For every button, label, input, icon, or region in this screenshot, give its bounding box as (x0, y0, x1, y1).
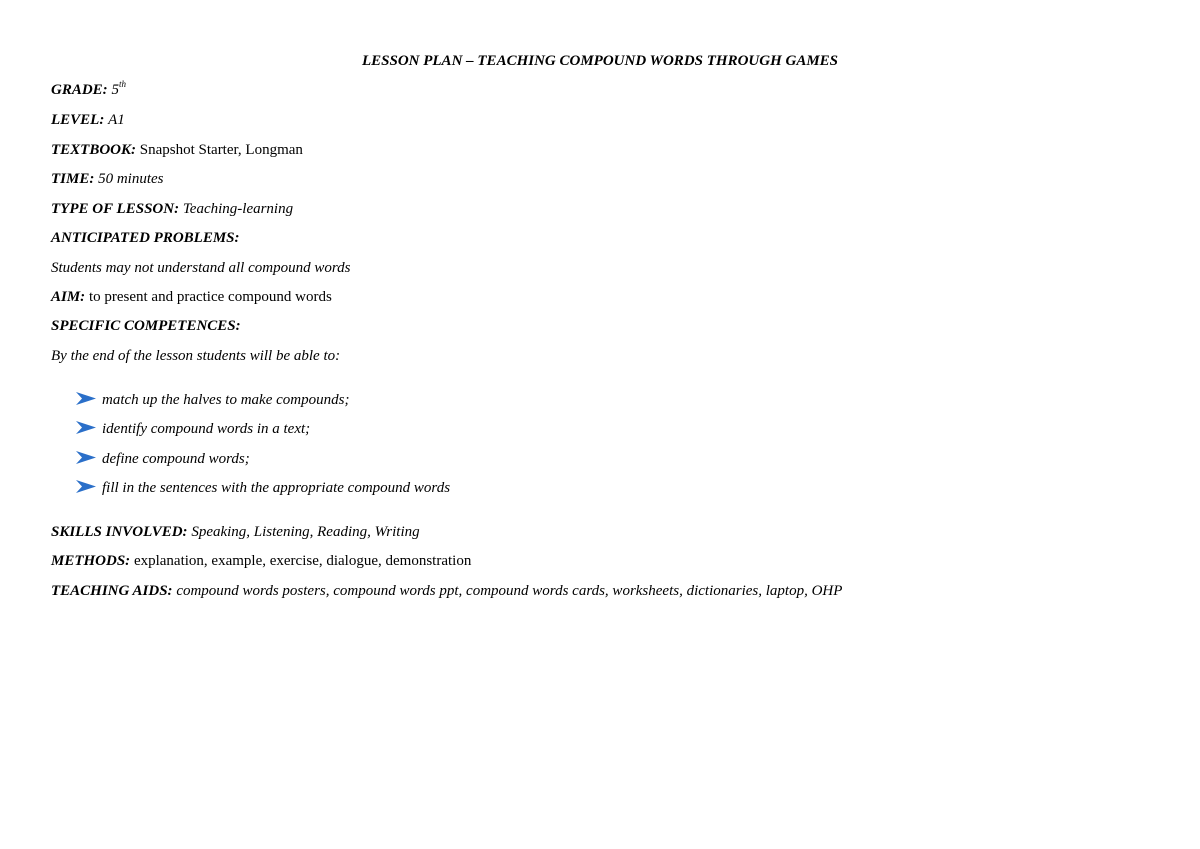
time-line (51, 171, 164, 188)
type-of-lesson-label: TYPE OF LESSON: (51, 201, 180, 217)
competence-item (76, 421, 310, 438)
type-of-lesson-line (51, 201, 293, 218)
methods-value: explanation, example, exercise, dialogue, demonstration (133, 553, 472, 569)
teaching-aids-line (51, 583, 842, 600)
textbook-line (51, 142, 303, 159)
methods-label: METHODS: (51, 553, 131, 569)
competence-item (76, 451, 250, 468)
page-title: LESSON PLAN – TEACHING COMPOUND WORDS THROUGH GAMES (361, 53, 839, 69)
textbook-value: Snapshot Starter, Longman (139, 142, 303, 158)
teaching-aids-label: TEACHING AIDS: (51, 583, 173, 599)
competence-item (76, 392, 349, 409)
competence-item-text: fill in the sentences with the appropriate compound words (102, 480, 451, 496)
aim-line (51, 289, 332, 306)
aim-label: AIM: (51, 289, 86, 305)
grade-line (51, 79, 126, 99)
competence-item-text: match up the halves to make compounds; (102, 392, 350, 408)
arrow-bullet-icon (76, 451, 96, 464)
time-label: TIME: (51, 171, 95, 187)
anticipated-problems-label: ANTICIPATED PROBLEMS: (51, 230, 240, 246)
competence-item-text: identify compound words in a text; (102, 421, 311, 437)
arrow-bullet-icon (76, 480, 96, 493)
grade-label: GRADE: (51, 82, 108, 98)
specific-competences-intro: By the end of the lesson students will be able to: (51, 348, 341, 364)
skills-label: SKILLS INVOLVED: (51, 524, 188, 540)
time-value: 50 minutes (98, 171, 164, 187)
methods-line (51, 553, 471, 570)
textbook-label: TEXTBOOK: (51, 142, 137, 158)
skills-line (51, 524, 420, 541)
competence-item (76, 480, 450, 497)
arrow-bullet-icon (76, 392, 96, 405)
teaching-aids-value: compound words posters, compound words ppt, compound words cards, worksheets, dictionaries, laptop, OHP (176, 583, 843, 599)
skills-value: Speaking, Listening, Reading, Writing (191, 524, 420, 540)
level-value: A1 (108, 112, 125, 128)
type-of-lesson-value: Teaching-learning (182, 201, 294, 217)
aim-value: to present and practice compound words (88, 289, 332, 305)
specific-competences-label: SPECIFIC COMPETENCES: (51, 318, 241, 334)
anticipated-problems-value: Students may not understand all compound words (51, 260, 351, 276)
grade-value: 5 (111, 82, 119, 98)
grade-superscript: th (118, 79, 126, 89)
level-label: LEVEL: (51, 112, 105, 128)
arrow-bullet-icon (76, 421, 96, 434)
level-line (51, 112, 125, 129)
competence-item-text: define compound words; (102, 451, 250, 467)
